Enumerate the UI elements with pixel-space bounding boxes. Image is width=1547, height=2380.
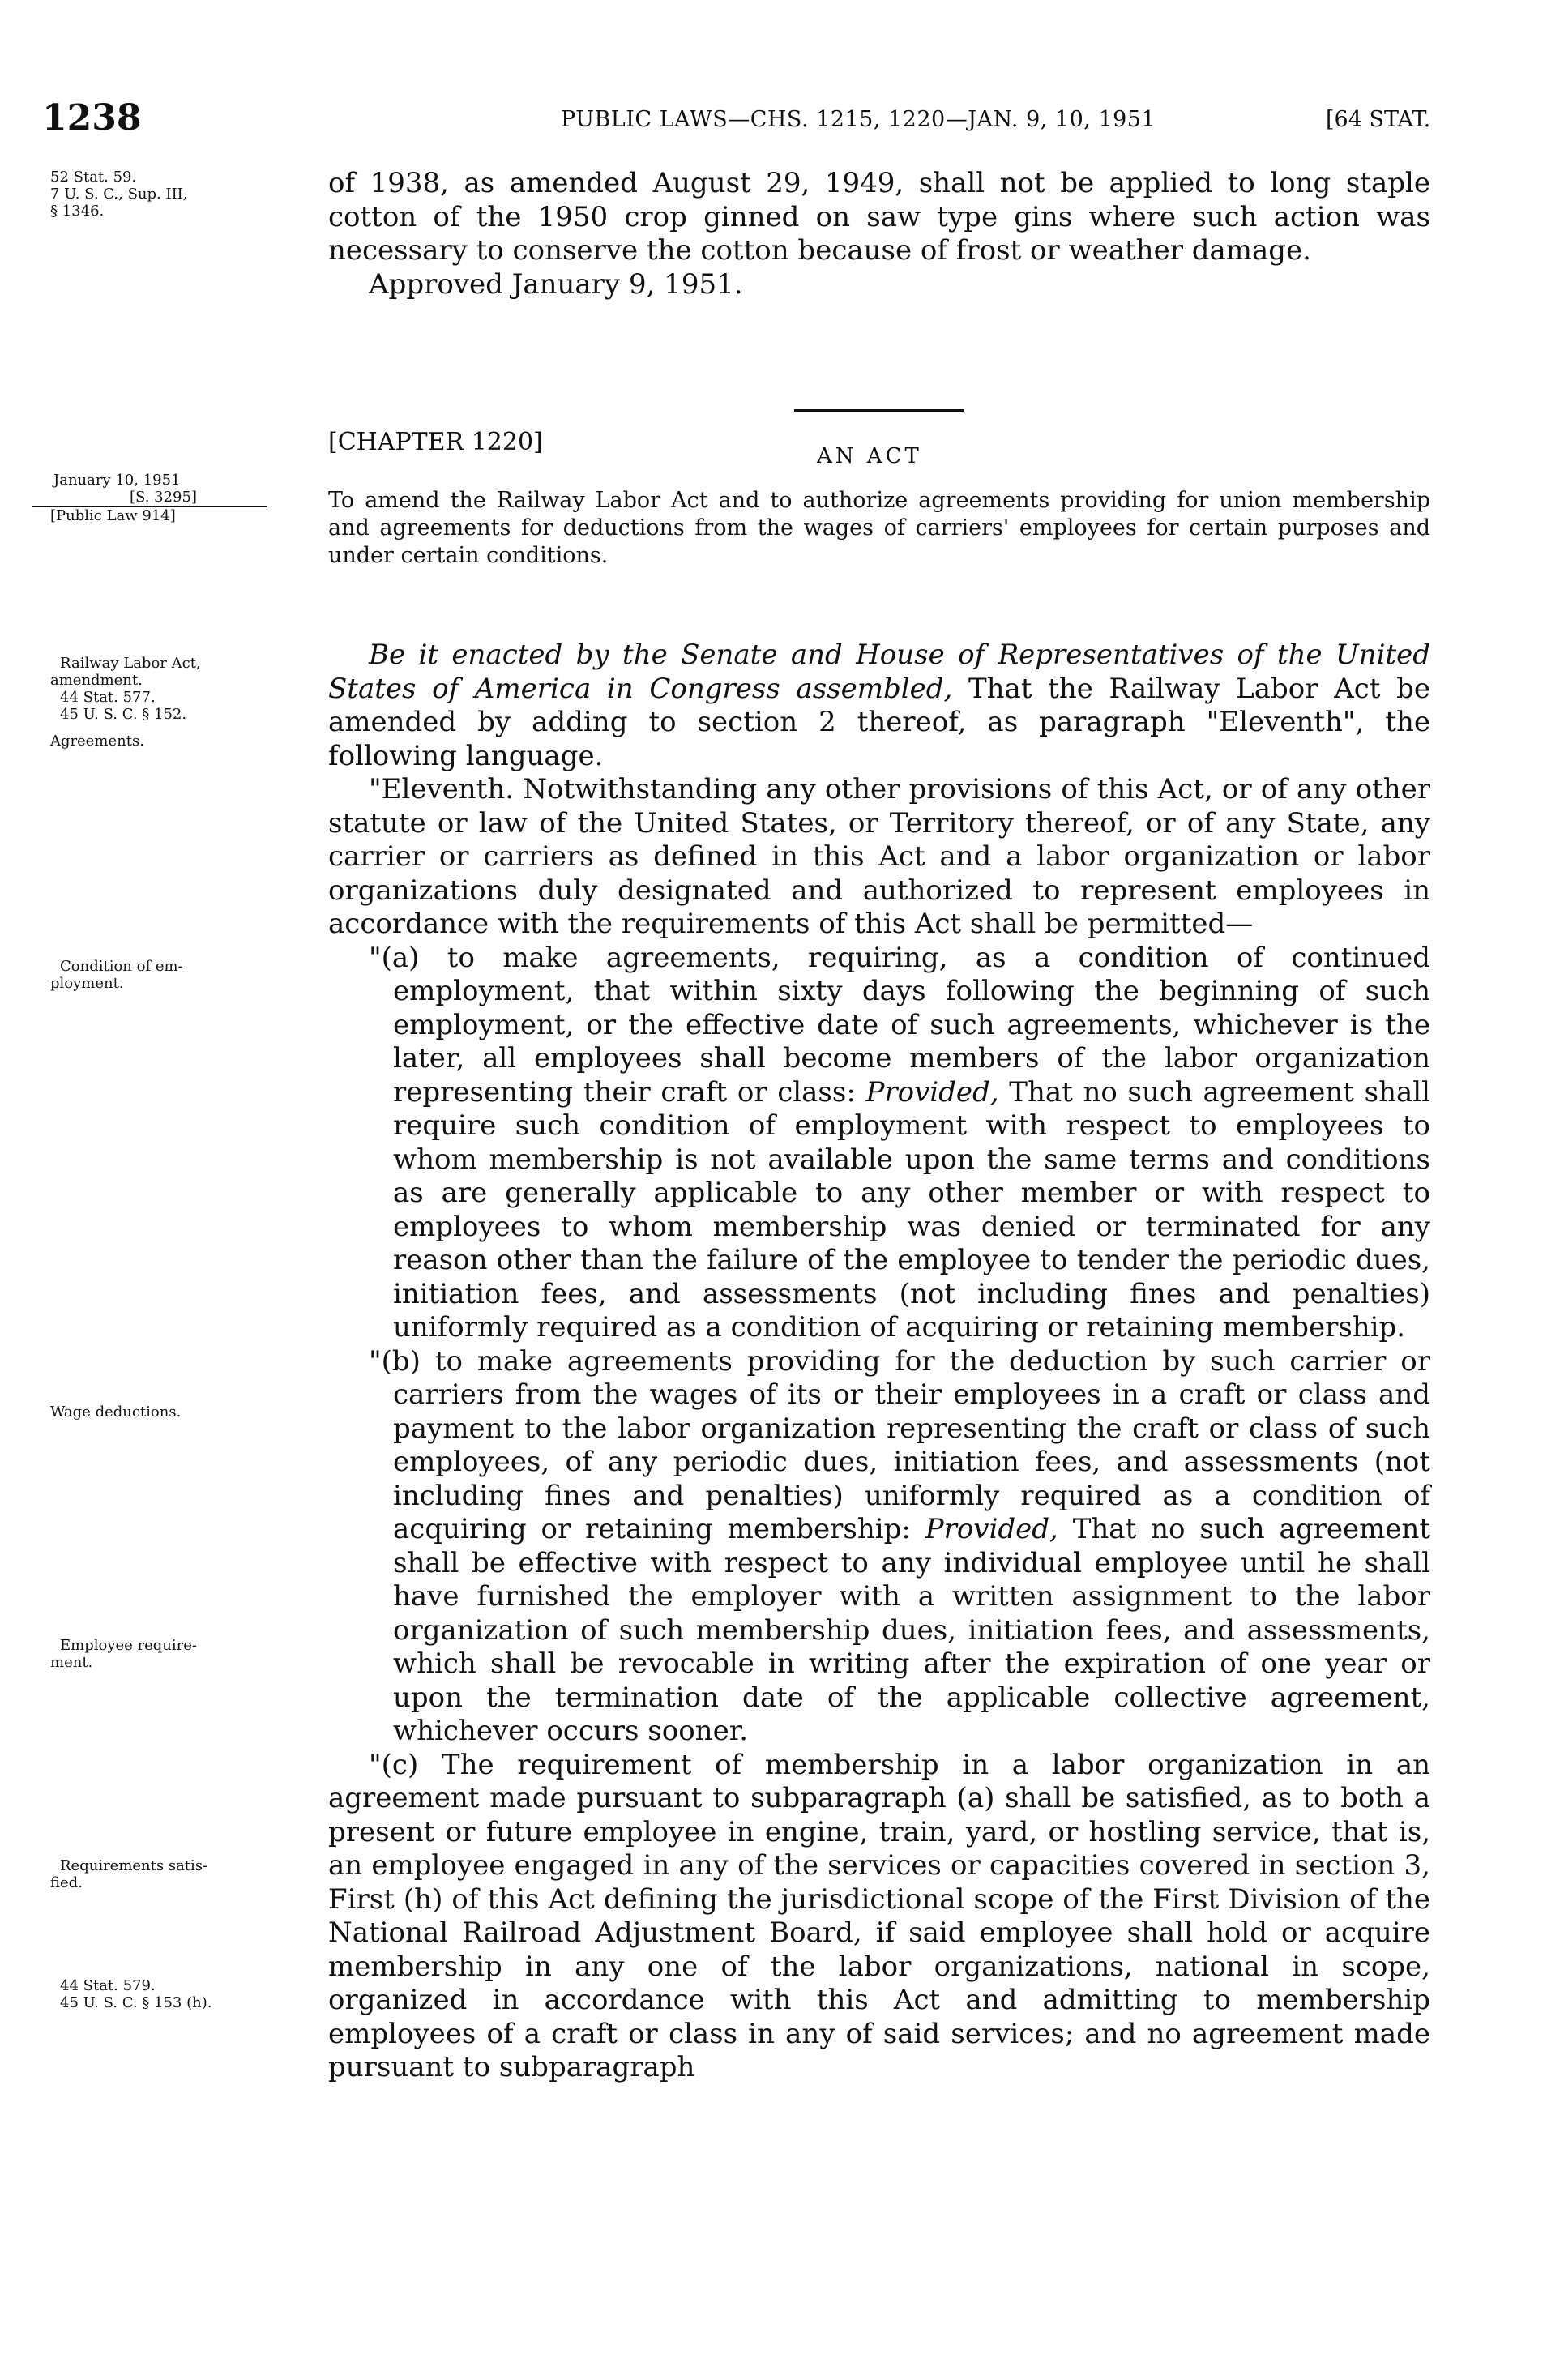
note-agreements: Agreements. [50, 733, 144, 750]
note-requirements-satisfied: Requirements satis- fied. [50, 1857, 208, 1891]
note-wage-deductions: Wage deductions. [50, 1404, 182, 1421]
act-heading: AN ACT [817, 444, 922, 468]
stamp-public-law: [Public Law 914] [50, 507, 176, 524]
note-railway-act: Railway Labor Act, amendment. 44 Stat. 577. 45 U. S. C. § 152. [50, 655, 201, 723]
enactment-stamp [32, 472, 267, 524]
running-title: PUBLIC LAWS—CHS. 1215, 1220—JAN. 9, 10, 1951 [561, 107, 1156, 132]
paragraph-eleventh: "Eleventh. Notwithstanding any other provisions of this Act, or of any other statute or law of the United States, or Territory thereof, or of any State, any carrier or carriers as defined in this Act and a labor organization or labor organizations duly designated and authorized to represent employees in accordance with the requirements of this Act shall be permitted— [328, 773, 1430, 940]
carried-over-text: of 1938, as amended August 29, 1949, shall not be applied to long staple cotton of the 1950 crop ginned on saw type gins where such action was necessary to conserve the cotton because of frost or weather damage. Approved January 9, 1951. [328, 167, 1430, 301]
page-number: 1238 [42, 97, 142, 139]
approval-line: Approved January 9, 1951. [369, 267, 743, 301]
note-condition-of-employment: Condition of em- ployment. [50, 958, 183, 992]
paragraph-c: "(c) The requirement of membership in a labor organization in an agreement made pursuant to subparagraph (a) shall be satisfied, as to both a present or future employee in engine, train, yard, or hostling service, that is, an employee engaged in any of the services or capacities covered in section 3, First (h) of this Act defining the jurisdictional scope of the First Division of the National Railroad Adjustment Board, if said employee shall hold or acquire membership in any one of the labor organizations, national in scope, organized in accordance with this Act and admitting to membership employees of a craft or class in any of said services; and no agreement made pursuant to subparagraph [328, 1748, 1430, 2083]
section-divider [794, 409, 964, 412]
act-body [328, 639, 1430, 2085]
act-title: To amend the Railway Labor Act and to authorize agreements providing for union membership and agreements for deductions from the wages of carriers' employees for certain purposes and under certain conditions. [328, 488, 1430, 568]
note-stat-579: 44 Stat. 579. 45 U. S. C. § 153 (h). [60, 1977, 212, 2011]
page-header [42, 97, 1468, 146]
stamp-date: January 10, 1951 [53, 472, 181, 489]
paragraph-b: "(b) to make agreements providing for the deduction by such carrier or carriers from the wages of its or their employees in a craft or class and payment to the labor organization representing the craft or class of such employees, of any periodic dues, initiation fees, and assessments (not including fines and penalties) uniformly required as a condition of acquiring or retaining membership: Provided, That no such agreement shall be effective with respect to any individual employee until he shall have furnished the employer with a written assignment to the labor organization of such membership dues, initiation fees, and assessments, which shall be revocable in writing after the expiration of one year or upon the termination date of the applicable collective agreement, whichever occurs sooner. [369, 1344, 1430, 1747]
paragraph-a: "(a) to make agreements, requiring, as a condition of continued employment, that within sixty days following the beginning of such employment, or the effective date of such agreements, whichever is the later, all employees shall become members of the labor organization representing their craft or class: Provided, That no such agreement shall require such condition of employment with respect to employees to whom membership is not available upon the same terms and conditions as are generally applicable to any other member or with respect to employees to whom membership was denied or terminated for any reason other than the failure of the employee to tender the periodic dues, initiation fees, and assessments (not including fines and penalties) uniformly required as a condition of acquiring or retaining membership. [369, 941, 1430, 1344]
volume-reference: [64 STAT. [1326, 107, 1431, 132]
note-employee-requirement: Employee require- ment. [50, 1637, 197, 1671]
chapter-label: [CHAPTER 1220] [328, 428, 543, 456]
margin-citation-top: 52 Stat. 59. 7 U. S. C., Sup. III, § 1346. [50, 169, 188, 220]
stamp-bill: [S. 3295] [32, 489, 267, 507]
enacting-clause: Be it enacted by the Senate and House of Representatives of the United States of America in Congress assembled, That the Railway Labor Act be amended by adding to section 2 thereof, as paragraph "Eleventh", the following language. [328, 639, 1431, 772]
